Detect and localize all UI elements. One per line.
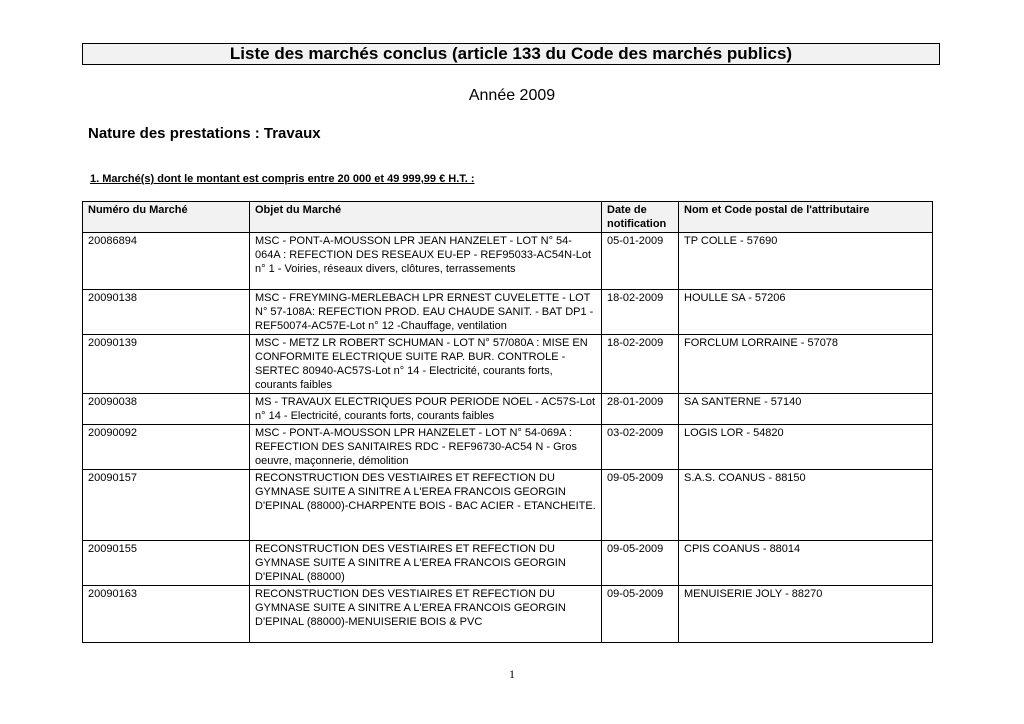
page-number: 1 — [509, 667, 515, 681]
cell-objet: RECONSTRUCTION DES VESTIAIRES ET REFECTION DU GYMNASE SUITE A SINITRE A L'EREA FRANCOIS GEORGIN D'EPINAL (88000) — [250, 541, 602, 586]
cell-attributaire: TP COLLE - 57690 — [679, 233, 933, 290]
table-row — [83, 541, 933, 586]
cell-attributaire: SA SANTERNE - 57140 — [679, 394, 933, 425]
cell-attributaire: HOULLE SA - 57206 — [679, 290, 933, 335]
cell-date: 05-01-2009 — [602, 233, 679, 290]
cell-objet: MSC - METZ LR ROBERT SCHUMAN - LOT N° 57/080A : MISE EN CONFORMITE ELECTRIQUE SUITE RAP. BUR. CONTROLE - SERTEC 80940-AC57S-Lot n° 14 - Electricité, courants forts, courants faibles — [250, 335, 602, 394]
table-row — [83, 586, 933, 643]
contracts-table — [82, 201, 933, 643]
column-header-attributaire: Nom et Code postal de l'attributaire — [679, 202, 933, 233]
cell-numero: 20090155 — [83, 541, 250, 586]
cell-numero: 20090163 — [83, 586, 250, 643]
cell-attributaire: FORCLUM LORRAINE - 57078 — [679, 335, 933, 394]
table-row — [83, 425, 933, 470]
cell-numero: 20086894 — [83, 233, 250, 290]
document-title: Liste des marchés conclus (article 133 du Code des marchés publics) — [82, 43, 940, 65]
cell-attributaire: S.A.S. COANUS - 88150 — [679, 470, 933, 541]
cell-numero: 20090157 — [83, 470, 250, 541]
table-row — [83, 290, 933, 335]
cell-objet: MSC - PONT-A-MOUSSON LPR HANZELET - LOT N° 54-069A : REFECTION DES SANITAIRES RDC - REF96730-AC54 N - Gros oeuvre, maçonnerie, démolition — [250, 425, 602, 470]
cell-objet: RECONSTRUCTION DES VESTIAIRES ET REFECTION DU GYMNASE SUITE A SINITRE A L'EREA FRANCOIS GEORGIN D'EPINAL (88000)-MENUISERIE BOIS & PVC — [250, 586, 602, 643]
cell-date: 18-02-2009 — [602, 290, 679, 335]
cell-objet: MS - TRAVAUX ELECTRIQUES POUR PERIODE NOEL - AC57S-Lot n° 14 - Electricité, courants forts, courants faibles — [250, 394, 602, 425]
cell-date: 09-05-2009 — [602, 586, 679, 643]
nature-heading: Nature des prestations : Travaux — [88, 125, 321, 142]
year-heading: Année 2009 — [468, 87, 556, 104]
cell-date: 28-01-2009 — [602, 394, 679, 425]
cell-date: 03-02-2009 — [602, 425, 679, 470]
section-heading: 1. Marché(s) dont le montant est compris entre 20 000 et 49 999,99 € H.T. : — [90, 173, 475, 185]
cell-date: 09-05-2009 — [602, 470, 679, 541]
column-header-numero: Numéro du Marché — [83, 202, 250, 233]
table-row — [83, 335, 933, 394]
cell-numero: 20090038 — [83, 394, 250, 425]
cell-date: 18-02-2009 — [602, 335, 679, 394]
column-header-date: Date de notification — [602, 202, 679, 233]
table-row — [83, 394, 933, 425]
cell-numero: 20090092 — [83, 425, 250, 470]
cell-attributaire: LOGIS LOR - 54820 — [679, 425, 933, 470]
column-header-objet: Objet du Marché — [250, 202, 602, 233]
cell-attributaire: MENUISERIE JOLY - 88270 — [679, 586, 933, 643]
table-row — [83, 233, 933, 290]
cell-objet: RECONSTRUCTION DES VESTIAIRES ET REFECTION DU GYMNASE SUITE A SINITRE A L'EREA FRANCOIS GEORGIN D'EPINAL (88000)-CHARPENTE BOIS - BAC ACIER - ETANCHEITE. — [250, 470, 602, 541]
cell-attributaire: CPIS COANUS - 88014 — [679, 541, 933, 586]
cell-objet: MSC - FREYMING-MERLEBACH LPR ERNEST CUVELETTE - LOT N° 57-108A: REFECTION PROD. EAU CHAUDE SANIT. - BAT DP1 - REF50074-AC57E-Lot n° 12 -Chauffage, ventilation — [250, 290, 602, 335]
cell-objet: MSC - PONT-A-MOUSSON LPR JEAN HANZELET - LOT N° 54-064A : REFECTION DES RESEAUX EU-EP - REF95033-AC54N-Lot n° 1 - Voiries, réseaux divers, clôtures, terrassements — [250, 233, 602, 290]
table-header-row — [83, 202, 933, 233]
cell-date: 09-05-2009 — [602, 541, 679, 586]
cell-numero: 20090138 — [83, 290, 250, 335]
cell-numero: 20090139 — [83, 335, 250, 394]
table-row — [83, 470, 933, 541]
